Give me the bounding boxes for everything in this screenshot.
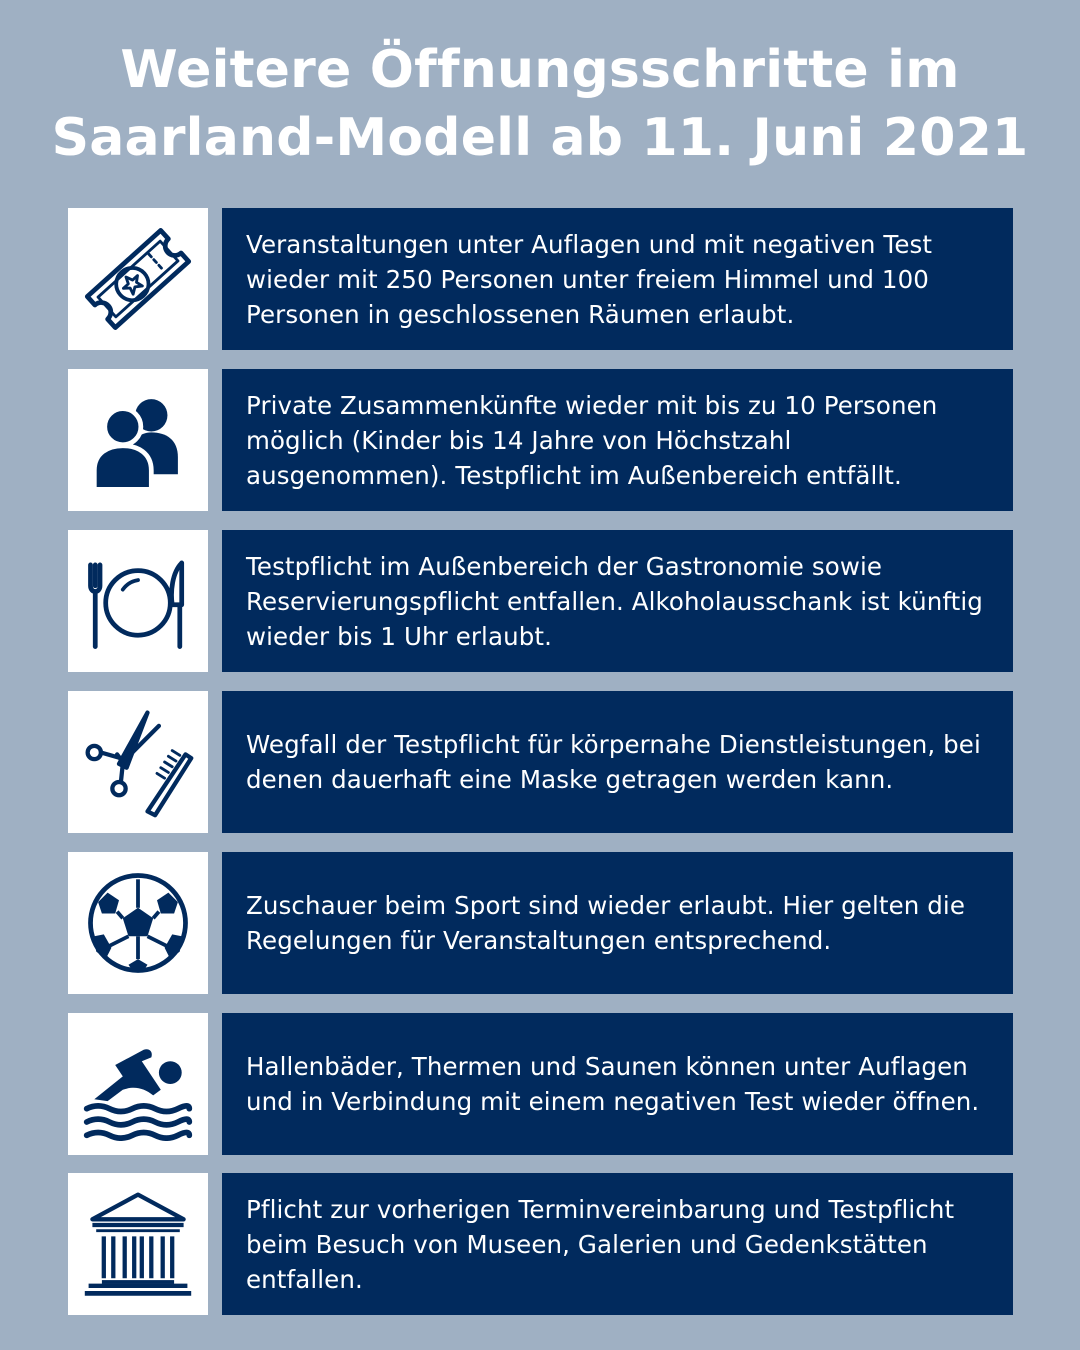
- text-panel: [222, 530, 1013, 672]
- item-text: Zuschauer beim Sport sind wieder erlaubt. Hier gelten die Regelungen für Veranstaltungen entsprechend.: [246, 891, 965, 955]
- item-text: Testpflicht im Außenbereich der Gastronomie sowie Reservierungspflicht entfallen. Alkoholausschank ist künftig wieder bis 1 Uhr erlaubt.: [246, 551, 983, 651]
- item-text: Pflicht zur vorherigen Terminvereinbarung und Testpflicht beim Besuch von Museen, Galerien und Gedenkstätten entfallen.: [246, 1194, 955, 1294]
- icon-box: [68, 208, 208, 350]
- people-icon: [81, 383, 195, 497]
- item-services: [68, 691, 1013, 833]
- text-panel: [222, 208, 1013, 350]
- icon-box: [68, 1013, 208, 1155]
- item-gatherings: [68, 369, 1013, 511]
- soccer-ball-icon: [81, 866, 195, 980]
- text-panel: [222, 1013, 1013, 1155]
- title-line-2: Saarland-Modell ab 11. Juni 2021: [51, 108, 1029, 168]
- scissors-comb-icon: [81, 705, 195, 819]
- plate-cutlery-icon: [81, 544, 195, 658]
- icon-box: [68, 1173, 208, 1315]
- item-text: Hallenbäder, Thermen und Saunen können unter Auflagen und in Verbindung mit einem negativen Test wieder öffnen.: [246, 1052, 980, 1116]
- text-panel: [222, 1173, 1013, 1315]
- item-pools: [68, 1013, 1013, 1155]
- text-panel: [222, 852, 1013, 994]
- item-events: [68, 208, 1013, 350]
- museum-icon: [81, 1187, 195, 1301]
- swimmer-icon: [81, 1027, 195, 1141]
- item-text: Private Zusammenkünfte wieder mit bis zu 10 Personen möglich (Kinder bis 14 Jahre von Höchstzahl ausgenommen). Testpflicht im Außenbereich entfällt.: [246, 390, 938, 490]
- text-panel: [222, 369, 1013, 511]
- item-gastronomy: [68, 530, 1013, 672]
- item-museums: [68, 1173, 1013, 1315]
- text-panel: [222, 691, 1013, 833]
- item-text: Veranstaltungen unter Auflagen und mit negativen Test wieder mit 250 Personen unter freiem Himmel und 100 Personen in geschlossenen Räumen erlaubt.: [246, 229, 933, 329]
- page-title: [0, 36, 1080, 172]
- icon-box: [68, 369, 208, 511]
- icon-box: [68, 530, 208, 672]
- item-sports: [68, 852, 1013, 994]
- title-line-1: Weitere Öffnungsschritte im: [120, 40, 960, 100]
- icon-box: [68, 691, 208, 833]
- ticket-icon: [81, 222, 195, 336]
- item-text: Wegfall der Testpflicht für körpernahe Dienstleistungen, bei denen dauerhaft eine Maske getragen werden kann.: [246, 730, 981, 794]
- icon-box: [68, 852, 208, 994]
